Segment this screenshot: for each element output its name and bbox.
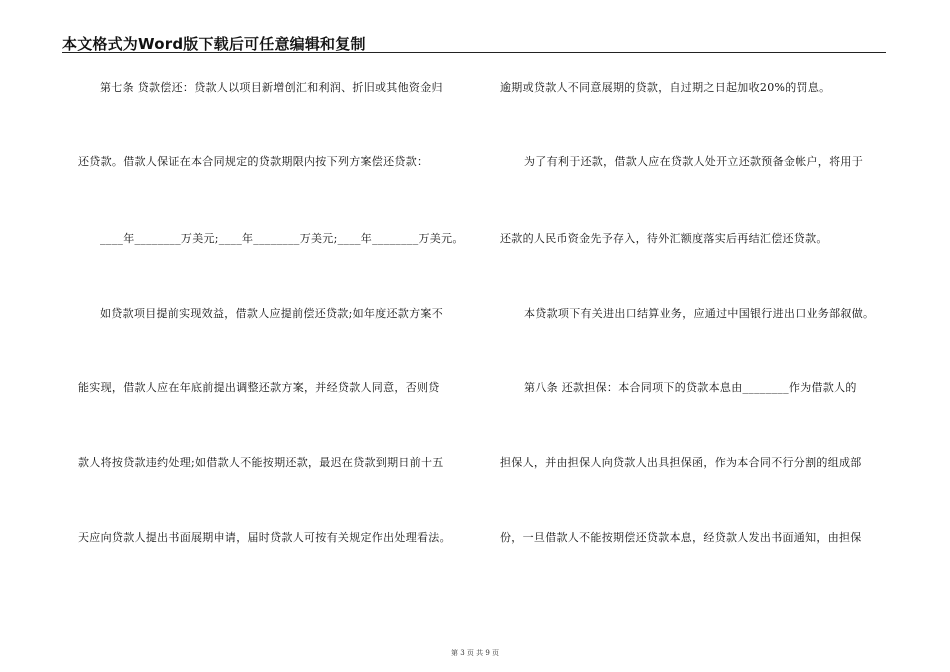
page-number: 第 3 页 共 9 页	[450, 649, 500, 657]
left-line-2: 还贷款。借款人保证在本合同规定的贷款期限内按下列方案偿还贷款：	[78, 155, 429, 168]
right-line-2: 为了有利于还款，借款人应在贷款人处开立还款预备金帐户，将用于	[524, 155, 863, 168]
right-line-3: 还款的人民币资金先予存入，待外汇额度落实后再结汇偿还贷款。	[500, 232, 828, 245]
right-line-4: 本贷款项下有关进出口结算业务，应通过中国银行进出口业务部叙做。	[524, 307, 875, 320]
left-line-4: 如贷款项目提前实现效益，借款人应提前偿还贷款;如年度还款方案不	[100, 307, 444, 320]
left-line-7: 天应向贷款人提出书面展期申请，届时贷款人可按有关规定作出处理看法。	[78, 531, 451, 544]
header-divider	[62, 52, 886, 53]
document-header-title: 本文格式为Word版下载后可任意编辑和复制	[62, 35, 366, 53]
left-line-6: 款人将按贷款违约处理;如借款人不能按期还款，最迟在贷款到期日前十五	[78, 456, 444, 469]
right-line-5: 第八条 还款担保：本合同项下的贷款本息由________作为借款人的	[524, 381, 857, 394]
left-line-1: 第七条 贷款偿还：贷款人以项目新增创汇和利润、折旧或其他资金归	[100, 81, 443, 94]
left-line-5: 能实现，借款人应在年底前提出调整还款方案，并经贷款人同意，否则贷	[78, 381, 440, 394]
left-line-3: ____年________万美元;____年________万美元;____年________万美元。	[100, 232, 464, 245]
right-line-7: 份，一旦借款人不能按期偿还贷款本息，经贷款人发出书面通知，由担保	[500, 531, 862, 544]
right-line-1: 逾期或贷款人不同意展期的贷款，自过期之日起加收20%的罚息。	[500, 81, 831, 94]
right-line-6: 担保人，并由担保人向贷款人出具担保函，作为本合同不行分割的组成部	[500, 456, 862, 469]
